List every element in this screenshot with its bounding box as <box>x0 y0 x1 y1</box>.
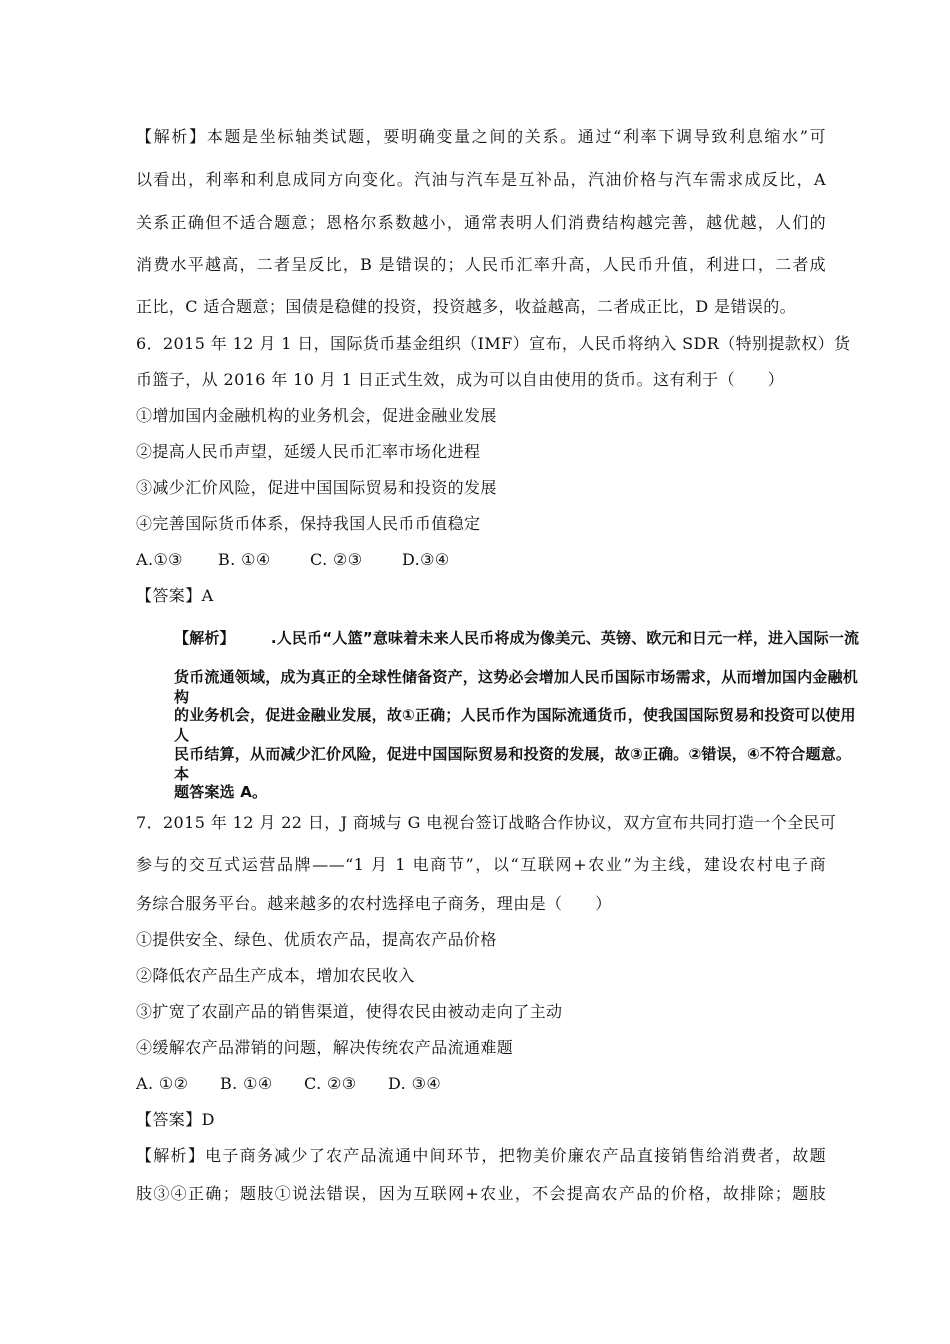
q6-analysis-line-4: 民币结算，从而减少汇价风险，促进中国国际贸易和投资的发展，故③正确。②错误，④不符合题意。本 <box>174 745 852 783</box>
q7-item-4: ④缓解农产品滞销的问题，解决传统农产品流通难题 <box>136 1038 514 1057</box>
q6-analysis-line-3: 的业务机会，促进金融业发展，故①正确；人民币作为国际流通货币，使我国国际贸易和投资可以使用人 <box>174 706 856 744</box>
q5-analysis-line-3: 关系正确但不适合题意；恩格尔系数越小，通常表明人们消费结构越完善，越优越，人们的 <box>136 213 826 232</box>
q6-item-4: ④完善国际货币体系，保持我国人民币币值稳定 <box>136 514 481 533</box>
q6-item-2: ②提高人民币声望，延缓人民币汇率市场化进程 <box>136 442 481 461</box>
q7-item-2: ②降低农产品生产成本，增加农民收入 <box>136 966 415 985</box>
q6-stem-line-2: 币篮子，从 2016 年 10 月 1 日正式生效，成为可以自由使用的货币。这有利于（ ） <box>136 370 785 389</box>
q5-analysis-line-2: 以看出，利率和利息成同方向变化。汽油与汽车是互补品，汽油价格与汽车需求成反比，A <box>136 170 826 189</box>
q6-analysis-line-2: 货币流通领域，成为真正的全球性储备资产，这势必会增加人民币国际市场需求，从而增加国内金融机构 <box>174 668 859 706</box>
q6-analysis-label: 【解析】 <box>174 629 235 647</box>
q7-option-d: D. ③④ <box>388 1074 442 1093</box>
q6-analysis-line-1: 【解析】 .人民币“人篮”意味着未来人民币将成为像美元、英镑、欧元和日元一样，进入国际一流 <box>174 629 860 647</box>
q7-answer: 【答案】D <box>136 1110 215 1129</box>
q6-option-a: A.①③ <box>136 550 183 569</box>
q7-options <box>136 1074 826 1094</box>
q5-analysis-line-4: 消费水平越高，二者呈反比，B 是错误的；人民币汇率升高，人民币升值，利进口，二者成 <box>136 255 826 274</box>
q7-analysis-line-2: 肢③④正确；题肢①说法错误，因为互联网+农业，不会提高农产品的价格，故排除；题肢 <box>136 1184 826 1203</box>
q7-analysis-line-1: 【解析】电子商务减少了农产品流通中间环节，把物美价廉农产品直接销售给消费者，故题 <box>136 1146 826 1165</box>
q7-option-a: A. ①② <box>136 1074 189 1093</box>
q6-item-1: ①增加国内金融机构的业务机会，促进金融业发展 <box>136 406 497 425</box>
q6-stem-line-1: 6．2015 年 12 月 1 日，国际货币基金组织（IMF）宣布，人民币将纳入 SDR（特别提款权）货 <box>136 334 851 353</box>
q6-options <box>136 550 826 570</box>
q7-stem-line-2: 参与的交互式运营品牌——“1 月 1 电商节”，以“互联网+农业”为主线，建设农村电子商 <box>136 855 826 874</box>
q6-option-b: B. ①④ <box>218 550 271 569</box>
q6-answer: 【答案】A <box>136 586 214 605</box>
q7-stem-line-1: 7．2015 年 12 月 22 日，J 商城与 G 电视台签订战略合作协议，双方宣布共同打造一个全民可 <box>136 813 837 832</box>
q6-option-d: D.③④ <box>402 550 450 569</box>
q7-item-1: ①提供安全、绿色、优质农产品，提高农产品价格 <box>136 930 497 949</box>
q5-analysis-line-5: 正比，C 适合题意；国债是稳健的投资，投资越多，收益越高，二者成正比，D 是错误的。 <box>136 297 797 316</box>
q7-item-3: ③扩宽了农副产品的销售渠道，使得农民由被动走向了主动 <box>136 1002 563 1021</box>
q7-option-c: C. ②③ <box>304 1074 357 1093</box>
q7-stem-line-3: 务综合服务平台。越来越多的农村选择电子商务，理由是（ ） <box>136 894 612 913</box>
q5-analysis-line-1: 【解析】本题是坐标轴类试题，要明确变量之间的关系。通过“利率下调导致利息缩水”可 <box>136 127 826 146</box>
q6-analysis-line-5: 题答案选 A。 <box>174 783 268 801</box>
q7-option-b: B. ①④ <box>220 1074 273 1093</box>
q6-item-3: ③减少汇价风险，促进中国国际贸易和投资的发展 <box>136 478 497 497</box>
q6-option-c: C. ②③ <box>310 550 363 569</box>
